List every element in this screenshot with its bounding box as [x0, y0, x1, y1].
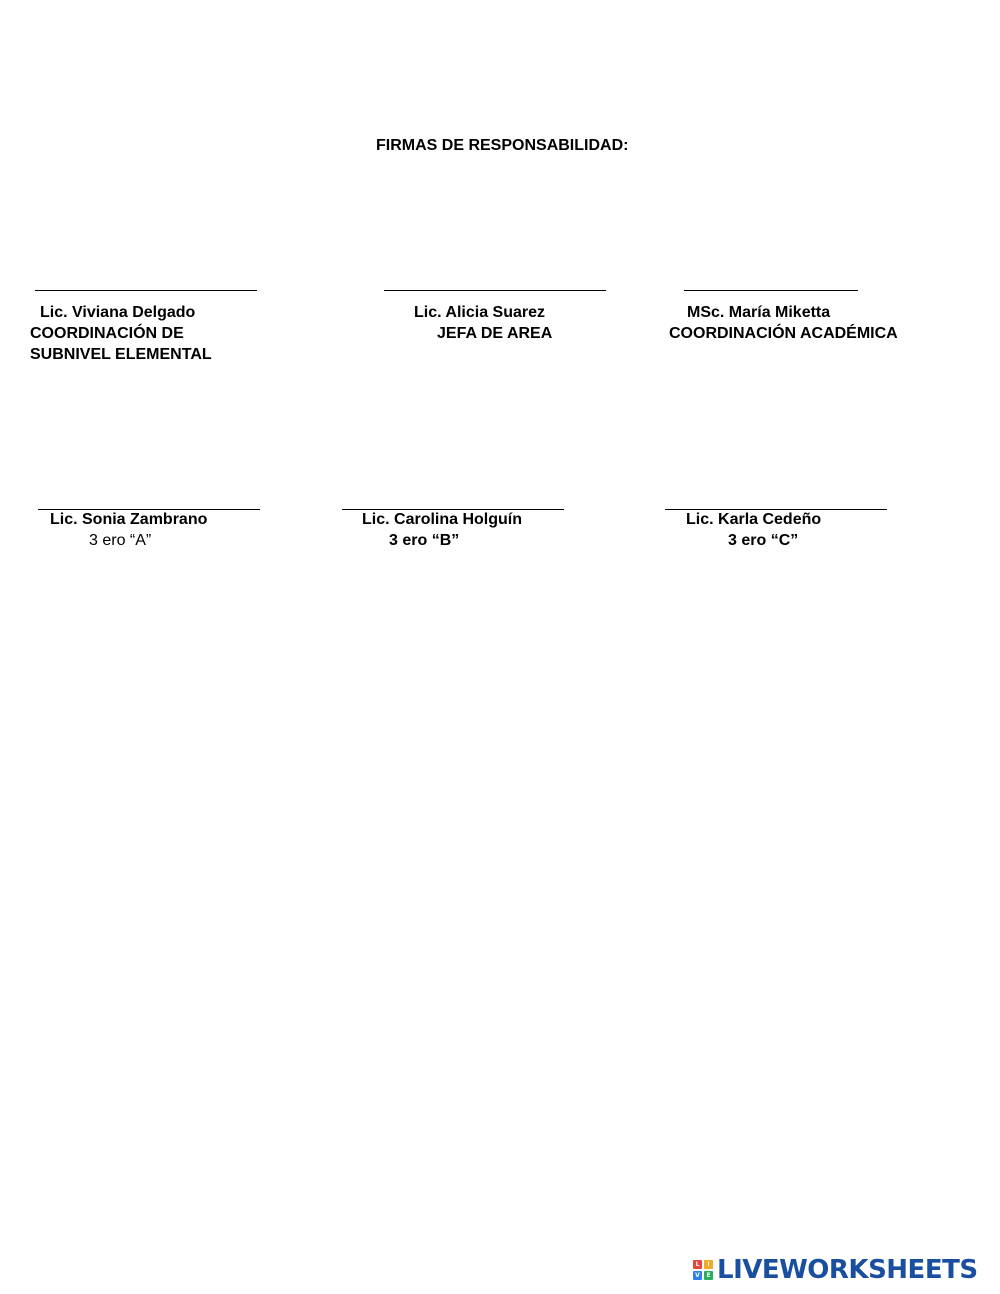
signatory-name: MSc. María Miketta — [687, 304, 831, 321]
logo-mark-tile: I — [704, 1260, 713, 1269]
signatory-role: COORDINACIÓN DE — [30, 325, 184, 342]
signatory-name: Lic. Karla Cedeño — [686, 511, 822, 528]
signatory-name: Lic. Viviana Delgado — [40, 304, 196, 321]
signatory-name: Lic. Carolina Holguín — [362, 511, 523, 528]
logo-mark-icon — [693, 1260, 713, 1280]
logo-mark-tile: L — [693, 1260, 702, 1269]
signatory-role: SUBNIVEL ELEMENTAL — [30, 346, 212, 363]
logo-mark-tile: V — [693, 1271, 702, 1280]
signature-line — [35, 290, 257, 291]
signatory-name: Lic. Sonia Zambrano — [50, 511, 208, 528]
signatory-name: Lic. Alicia Suarez — [414, 304, 546, 321]
signatory-role: COORDINACIÓN ACADÉMICA — [669, 325, 898, 342]
signatory-role: 3 ero “C” — [728, 532, 799, 549]
logo-text: LIVEWORKSHEETS — [717, 1255, 978, 1285]
signature-line — [384, 290, 606, 291]
logo-mark-tile: E — [704, 1271, 713, 1280]
signature-line — [684, 290, 858, 291]
signatory-role: 3 ero “B” — [389, 532, 460, 549]
signatory-role: JEFA DE AREA — [437, 325, 553, 342]
liveworksheets-logo — [693, 1255, 978, 1285]
page-title: FIRMAS DE RESPONSABILIDAD: — [376, 137, 629, 154]
signatory-role: 3 ero “A” — [89, 532, 152, 549]
